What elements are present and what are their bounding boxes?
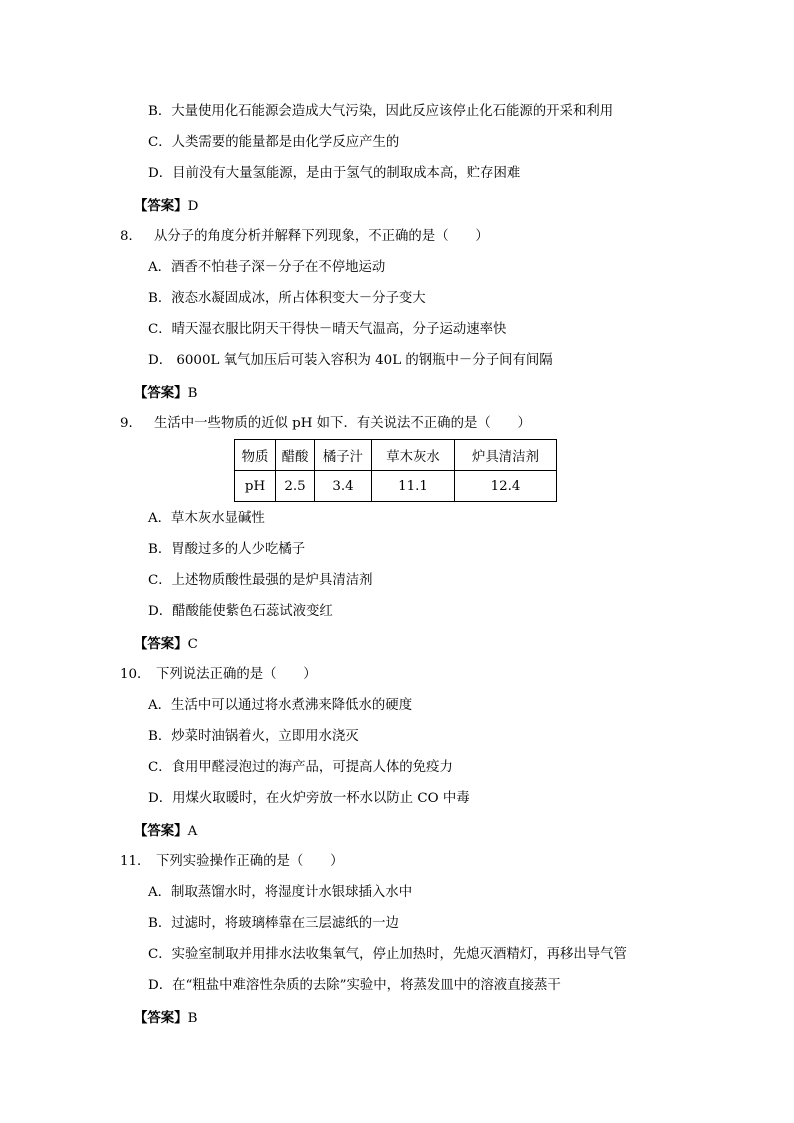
q8-option-c: C．晴天湿衣服比阴天干得快－晴天气温高，分子运动速率快 [148,322,507,337]
answer-label: 【答案】 [134,823,188,839]
q9-answer [134,635,198,654]
question-text: 下列说法正确的是（ ） [156,667,317,682]
table-header-row [235,440,557,471]
q8-option-d: D． 6000L 氧气加压后可装入容积为 40L 的钢瓶中－分子间有间隔 [148,353,553,368]
table-cell: 12.4 [455,471,557,502]
table-header-cell: 草木灰水 [372,440,455,471]
table-cell: pH [235,471,276,502]
q8-answer [134,384,197,403]
question-number: 9． [120,416,142,431]
q7-answer [134,197,198,216]
q11-option-c: C．实验室制取并用排水法收集氧气，停止加热时，先熄灭酒精灯，再移出导气管 [148,947,627,962]
table-cell: 3.4 [315,471,372,502]
answer-value: A [187,824,198,839]
q9-option-d: D．醋酸能使紫色石蕊试液变红 [148,604,333,619]
question-text: 生活中一些物质的近似 pH 如下．有关说法不正确的是（ ） [154,416,531,431]
q10-stem [120,666,317,684]
q9-stem [120,415,531,433]
q9-option-b: B．胃酸过多的人少吃橘子 [148,542,306,557]
question-number: 10． [120,667,151,682]
q11-stem [120,853,343,871]
table-row [235,471,557,502]
q9-option-a: A．草木灰水显碱性 [148,511,265,526]
answer-value: C [187,637,198,652]
table-header-cell: 炉具清洁剂 [455,440,557,471]
q7-option-b: B．大量使用化石能源会造成大气污染，因此反应该停止化石能源的开采和利用 [148,104,614,119]
q8-option-b: B．液态水凝固成冰，所占体积变大－分子变大 [148,291,426,306]
q11-option-a: A．制取蒸馏水时，将湿度计水银球插入水中 [148,885,413,900]
answer-label: 【答案】 [134,1010,188,1026]
question-text: 下列实验操作正确的是（ ） [156,854,344,869]
answer-value: B [187,1011,198,1026]
q11-answer [134,1009,197,1028]
answer-label: 【答案】 [134,385,188,401]
q10-answer [134,822,197,841]
question-number: 11． [120,854,151,869]
q9-option-c: C．上述物质酸性最强的是炉具清洁剂 [148,573,373,588]
ph-table [234,439,557,502]
q10-option-a: A．生活中可以通过将水煮沸来降低水的硬度 [148,698,413,713]
q10-option-d: D．用煤火取暖时，在火炉旁放一杯水以防止 CO 中毒 [148,791,470,806]
table-header-cell: 橘子汁 [315,440,372,471]
table-header-cell: 物质 [235,440,276,471]
question-number: 8． [120,229,142,244]
q11-option-d: D．在“粗盐中难溶性杂质的去除”实验中，将蒸发皿中的溶液直接蒸干 [148,978,561,993]
answer-label: 【答案】 [134,198,188,214]
table-header-cell: 醋酸 [276,440,315,471]
table-cell: 2.5 [276,471,315,502]
q10-option-c: C．食用甲醛浸泡过的海产品，可提高人体的免疫力 [148,760,453,775]
table-cell: 11.1 [372,471,455,502]
answer-value: D [187,199,199,214]
q7-option-c: C．人类需要的能量都是由化学反应产生的 [148,135,400,150]
q10-option-b: B．炒菜时油锅着火，立即用水浇灭 [148,729,359,744]
q7-option-d: D．目前没有大量氢能源，是由于氢气的制取成本高，贮存困难 [148,166,521,181]
q8-stem [120,228,489,246]
q11-option-b: B．过滤时，将玻璃棒靠在三层滤纸的一边 [148,916,399,931]
question-text: 从分子的角度分析并解释下列现象，不正确的是（ ） [154,229,489,244]
answer-value: B [187,386,198,401]
answer-label: 【答案】 [134,636,188,652]
q8-option-a: A．酒香不怕巷子深－分子在不停地运动 [148,260,386,275]
